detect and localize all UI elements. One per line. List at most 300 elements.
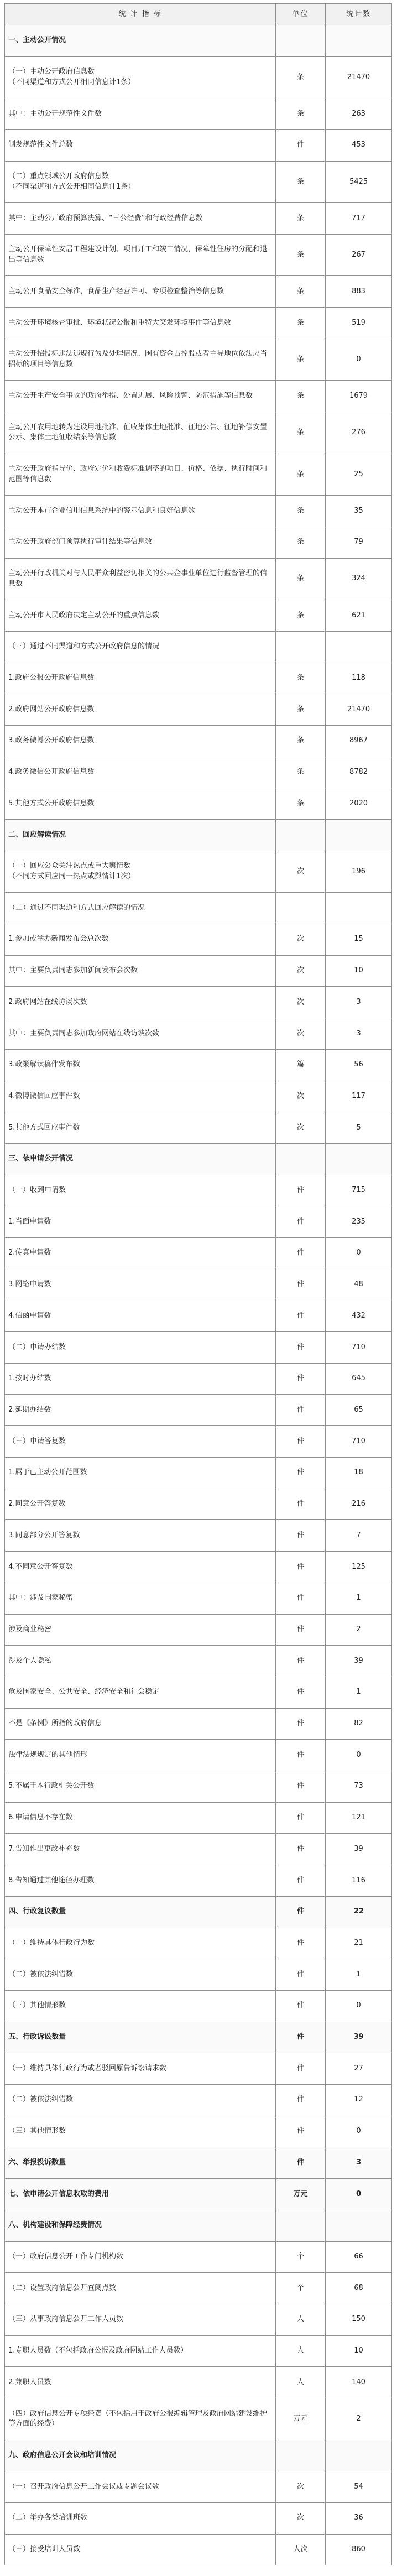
table-row bbox=[5, 1269, 392, 1300]
section-row bbox=[5, 820, 392, 851]
table-row bbox=[5, 1802, 392, 1834]
unit-cell: 篇 bbox=[276, 1049, 326, 1081]
value-cell: 39 bbox=[326, 1834, 392, 1865]
table-row bbox=[5, 2273, 392, 2304]
unit-cell: 人次 bbox=[276, 2534, 326, 2565]
unit-cell: 次 bbox=[276, 924, 326, 956]
indicator-cell: 九、政府信息公开会议和培训情况 bbox=[5, 2440, 276, 2471]
value-cell: 21 bbox=[326, 1928, 392, 1959]
indicator-cell: 3.政策解读稿件发布数 bbox=[5, 1049, 276, 1081]
unit-cell: 件 bbox=[276, 1206, 326, 1238]
value-cell: 22 bbox=[326, 1896, 392, 1928]
indicator-cell: （三）从事政府信息公开工作人员数 bbox=[5, 2304, 276, 2335]
unit-cell bbox=[276, 893, 326, 924]
indicator-cell: 二、回应解读情况 bbox=[5, 820, 276, 851]
value-cell: 12 bbox=[326, 2085, 392, 2116]
indicator-cell: 5.不属于本行政机关公开数 bbox=[5, 1771, 276, 1803]
indicator-cell: 四、行政复议数量 bbox=[5, 1896, 276, 1928]
section-row bbox=[5, 25, 392, 57]
unit-cell bbox=[276, 25, 326, 57]
indicator-cell: 主动公开保障性安居工程建设计划、项目开工和竣工情况，保障性住房的分配和退出等信息数 bbox=[5, 234, 276, 276]
table-row bbox=[5, 851, 392, 893]
value-cell: 10 bbox=[326, 2335, 392, 2367]
value-cell: 8967 bbox=[326, 725, 392, 757]
value-cell: 432 bbox=[326, 1300, 392, 1332]
value-cell: 7 bbox=[326, 1520, 392, 1552]
table-row bbox=[5, 1049, 392, 1081]
value-cell: 48 bbox=[326, 1269, 392, 1300]
unit-cell: 件 bbox=[276, 1614, 326, 1646]
indicator-cell: 六、举报投诉数量 bbox=[5, 2147, 276, 2179]
unit-cell: 件 bbox=[276, 1708, 326, 1740]
indicator-cell: 主动公开政府指导价、政府定价和收费标准调整的项目、价格、依据、执行时间和范围等信息数 bbox=[5, 454, 276, 496]
unit-cell: 件 bbox=[276, 1583, 326, 1614]
unit-cell: 件 bbox=[276, 1332, 326, 1364]
unit-cell bbox=[276, 631, 326, 663]
value-cell: 0 bbox=[326, 2116, 392, 2147]
unit-cell: 件 bbox=[276, 1834, 326, 1865]
table-row bbox=[5, 1740, 392, 1771]
table-row bbox=[5, 1990, 392, 2022]
indicator-cell: 主动公开政府部门预算执行审计结果等信息数 bbox=[5, 527, 276, 558]
indicator-cell: （三）其他情形数 bbox=[5, 1990, 276, 2022]
value-cell: 116 bbox=[326, 1865, 392, 1897]
indicator-cell: （四）政府信息公开专项经费（不包括用于政府公报编辑管理及政府网站建设维护等方面的经费） bbox=[5, 2398, 276, 2440]
unit-cell bbox=[276, 1143, 326, 1175]
value-cell: 3 bbox=[326, 987, 392, 1018]
unit-cell: 件 bbox=[276, 2022, 326, 2053]
table-row bbox=[5, 663, 392, 694]
unit-cell: 件 bbox=[276, 1394, 326, 1426]
unit-cell: 件 bbox=[276, 1928, 326, 1959]
header-unit: 单位 bbox=[276, 4, 326, 25]
value-cell: 54 bbox=[326, 2471, 392, 2503]
indicator-cell: 制发规范性文件总数 bbox=[5, 129, 276, 161]
unit-cell: 件 bbox=[276, 1363, 326, 1394]
value-cell: 8782 bbox=[326, 757, 392, 788]
value-cell: 21470 bbox=[326, 694, 392, 726]
table-row bbox=[5, 1018, 392, 1050]
indicator-cell: 三、依申请公开情况 bbox=[5, 1143, 276, 1175]
table-row bbox=[5, 1520, 392, 1552]
table-row bbox=[5, 412, 392, 454]
unit-cell: 条 bbox=[276, 276, 326, 308]
indicator-cell: 4.不同意公开答复数 bbox=[5, 1552, 276, 1583]
value-cell: 519 bbox=[326, 308, 392, 339]
header-value: 统计数 bbox=[326, 4, 392, 25]
indicator-cell: （一）政府信息公开工作专门机构数 bbox=[5, 2241, 276, 2273]
value-cell: 196 bbox=[326, 851, 392, 893]
table-row bbox=[5, 631, 392, 663]
table-row bbox=[5, 234, 392, 276]
table-row bbox=[5, 1081, 392, 1112]
unit-cell: 件 bbox=[276, 2085, 326, 2116]
value-cell: 1679 bbox=[326, 381, 392, 412]
table-row bbox=[5, 1771, 392, 1803]
table-row bbox=[5, 1175, 392, 1206]
indicator-cell: 2.传真申请数 bbox=[5, 1238, 276, 1269]
unit-cell: 次 bbox=[276, 1112, 326, 1144]
value-cell bbox=[326, 2210, 392, 2241]
table-row bbox=[5, 694, 392, 726]
unit-cell: 件 bbox=[276, 1300, 326, 1332]
section-row bbox=[5, 2440, 392, 2471]
section-row bbox=[5, 1896, 392, 1928]
table-row bbox=[5, 1646, 392, 1677]
value-cell bbox=[326, 2440, 392, 2471]
value-cell: 621 bbox=[326, 600, 392, 632]
unit-cell bbox=[276, 2210, 326, 2241]
unit-cell: 件 bbox=[276, 1677, 326, 1708]
indicator-cell: 1.参加或举办新闻发布会总次数 bbox=[5, 924, 276, 956]
indicator-cell: 1.属于已主动公开范围数 bbox=[5, 1457, 276, 1489]
value-cell: 82 bbox=[326, 1708, 392, 1740]
indicator-cell: 五、行政诉讼数量 bbox=[5, 2022, 276, 2053]
table-row bbox=[5, 600, 392, 632]
table-row bbox=[5, 725, 392, 757]
indicator-cell: 1.按时办结数 bbox=[5, 1363, 276, 1394]
table-row bbox=[5, 2503, 392, 2535]
indicator-cell: 3.政务微博公开政府信息数 bbox=[5, 725, 276, 757]
value-cell: 10 bbox=[326, 955, 392, 987]
header-indicator: 统 计 指 标 bbox=[5, 4, 276, 25]
value-cell: 36 bbox=[326, 2503, 392, 2535]
indicator-cell: 主动公开本市企业信用信息系统中的警示信息和良好信息数 bbox=[5, 496, 276, 527]
indicator-cell: （三）通过不同渠道和方式公开政府信息的情况 bbox=[5, 631, 276, 663]
table-row bbox=[5, 1332, 392, 1364]
value-cell: 18 bbox=[326, 1457, 392, 1489]
table-row bbox=[5, 1583, 392, 1614]
unit-cell: 件 bbox=[276, 1520, 326, 1552]
indicator-cell: 2.政府网站公开政府信息数 bbox=[5, 694, 276, 726]
unit-cell: 万元 bbox=[276, 2398, 326, 2440]
section-row bbox=[5, 2147, 392, 2179]
unit-cell: 条 bbox=[276, 788, 326, 820]
table-row bbox=[5, 1928, 392, 1959]
unit-cell: 条 bbox=[276, 308, 326, 339]
unit-cell: 条 bbox=[276, 663, 326, 694]
unit-cell: 件 bbox=[276, 1552, 326, 1583]
indicator-cell: 3.网络申请数 bbox=[5, 1269, 276, 1300]
table-row bbox=[5, 757, 392, 788]
unit-cell: 次 bbox=[276, 851, 326, 893]
value-cell: 25 bbox=[326, 454, 392, 496]
value-cell: 324 bbox=[326, 558, 392, 600]
unit-cell: 件 bbox=[276, 1896, 326, 1928]
unit-cell: 条 bbox=[276, 694, 326, 726]
unit-cell: 件 bbox=[276, 2147, 326, 2179]
indicator-cell: 1.政府公报公开政府信息数 bbox=[5, 663, 276, 694]
indicator-cell: 涉及个人隐私 bbox=[5, 1646, 276, 1677]
value-cell: 65 bbox=[326, 1394, 392, 1426]
indicator-cell: 主动公开食品安全标准，食品生产经营许可、专项检查整治等信息数 bbox=[5, 276, 276, 308]
indicator-cell: （三）申请答复数 bbox=[5, 1426, 276, 1458]
table-row bbox=[5, 2241, 392, 2273]
unit-cell: 人 bbox=[276, 2304, 326, 2335]
indicator-cell: 5.其他方式公开政府信息数 bbox=[5, 788, 276, 820]
unit-cell: 人 bbox=[276, 2367, 326, 2398]
indicator-cell: 4.微博微信回应事件数 bbox=[5, 1081, 276, 1112]
table-row bbox=[5, 1614, 392, 1646]
table-row bbox=[5, 56, 392, 98]
indicator-cell: 2.同意公开答复数 bbox=[5, 1489, 276, 1520]
value-cell: 39 bbox=[326, 2022, 392, 2053]
value-cell: 125 bbox=[326, 1552, 392, 1583]
value-cell: 68 bbox=[326, 2273, 392, 2304]
table-row bbox=[5, 129, 392, 161]
indicator-cell: 5.其他方式回应事件数 bbox=[5, 1112, 276, 1144]
unit-cell: 件 bbox=[276, 1865, 326, 1897]
value-cell: 0 bbox=[326, 1740, 392, 1771]
table-row bbox=[5, 161, 392, 203]
indicator-cell: （一）维持具体行政行为数 bbox=[5, 1928, 276, 1959]
indicator-cell: 6.申请信息不存在数 bbox=[5, 1802, 276, 1834]
indicator-cell: （二）通过不同渠道和方式回应解读的情况 bbox=[5, 893, 276, 924]
unit-cell: 件 bbox=[276, 1771, 326, 1803]
value-cell bbox=[326, 820, 392, 851]
unit-cell: 件 bbox=[276, 1990, 326, 2022]
unit-cell: 条 bbox=[276, 725, 326, 757]
unit-cell: 条 bbox=[276, 339, 326, 381]
indicator-cell: 主动公开市人民政府决定主动公开的重点信息数 bbox=[5, 600, 276, 632]
unit-cell: 次 bbox=[276, 1018, 326, 1050]
table-body bbox=[5, 25, 392, 2565]
value-cell: 710 bbox=[326, 1332, 392, 1364]
table-row bbox=[5, 2116, 392, 2147]
unit-cell: 件 bbox=[276, 129, 326, 161]
unit-cell: 件 bbox=[276, 1802, 326, 1834]
table-row bbox=[5, 1959, 392, 1991]
table-row bbox=[5, 1238, 392, 1269]
value-cell: 5 bbox=[326, 1112, 392, 1144]
table-row bbox=[5, 339, 392, 381]
indicator-cell: 3.同意部分公开答复数 bbox=[5, 1520, 276, 1552]
table-row bbox=[5, 1363, 392, 1394]
table-row bbox=[5, 788, 392, 820]
value-cell: 21470 bbox=[326, 56, 392, 98]
value-cell: 1 bbox=[326, 1583, 392, 1614]
unit-cell: 条 bbox=[276, 234, 326, 276]
value-cell: 2 bbox=[326, 2398, 392, 2440]
value-cell: 66 bbox=[326, 2241, 392, 2273]
indicator-cell: （二）申请办结数 bbox=[5, 1332, 276, 1364]
unit-cell: 万元 bbox=[276, 2179, 326, 2210]
statistics-table bbox=[4, 3, 392, 2565]
indicator-cell: 2.延期办结数 bbox=[5, 1394, 276, 1426]
indicator-cell: （一）维持具体行政行为或者驳回原告诉讼请求数 bbox=[5, 2053, 276, 2085]
unit-cell: 件 bbox=[276, 1175, 326, 1206]
table-row bbox=[5, 2367, 392, 2398]
unit-cell: 条 bbox=[276, 527, 326, 558]
indicator-cell: 主动公开行政机关对与人民群众利益密切相关的公共企事业单位进行监督管理的信息数 bbox=[5, 558, 276, 600]
unit-cell: 次 bbox=[276, 1081, 326, 1112]
unit-cell: 件 bbox=[276, 1646, 326, 1677]
value-cell: 715 bbox=[326, 1175, 392, 1206]
unit-cell: 条 bbox=[276, 412, 326, 454]
indicator-cell: 其中：主动公开政府预算决算、“三公经费”和行政经费信息数 bbox=[5, 203, 276, 235]
unit-cell: 条 bbox=[276, 161, 326, 203]
indicator-cell: 2.兼职人员数 bbox=[5, 2367, 276, 2398]
table-row bbox=[5, 1457, 392, 1489]
unit-cell: 件 bbox=[276, 1269, 326, 1300]
indicator-cell: 2.政府网站在线访谈次数 bbox=[5, 987, 276, 1018]
indicator-cell: 不是《条例》所指的政府信息 bbox=[5, 1708, 276, 1740]
indicator-cell: 7.告知作出更改补充数 bbox=[5, 1834, 276, 1865]
table-row bbox=[5, 1426, 392, 1458]
indicator-cell: 4.信函申请数 bbox=[5, 1300, 276, 1332]
table-row bbox=[5, 308, 392, 339]
value-cell bbox=[326, 1143, 392, 1175]
table-row bbox=[5, 1708, 392, 1740]
table-row bbox=[5, 454, 392, 496]
value-cell: 15 bbox=[326, 924, 392, 956]
value-cell: 0 bbox=[326, 1990, 392, 2022]
table-row bbox=[5, 1206, 392, 1238]
value-cell: 150 bbox=[326, 2304, 392, 2335]
table-row bbox=[5, 1677, 392, 1708]
indicator-cell: （一）主动公开政府信息数 （不同渠道和方式公开相同信息计1条） bbox=[5, 56, 276, 98]
table-row bbox=[5, 893, 392, 924]
table-row bbox=[5, 527, 392, 558]
value-cell: 883 bbox=[326, 276, 392, 308]
table-row bbox=[5, 1865, 392, 1897]
indicator-cell: 危及国家安全、公共安全、经济安全和社会稳定 bbox=[5, 1677, 276, 1708]
indicator-cell: （一）召开政府信息公开工作会议或专题会议数 bbox=[5, 2471, 276, 2503]
value-cell: 3 bbox=[326, 2147, 392, 2179]
value-cell: 235 bbox=[326, 1206, 392, 1238]
indicator-cell: 主动公开生产安全事故的政府举措、处置进展、风险预警、防范措施等信息数 bbox=[5, 381, 276, 412]
value-cell: 121 bbox=[326, 1802, 392, 1834]
indicator-cell: （三）其他情形数 bbox=[5, 2116, 276, 2147]
value-cell: 39 bbox=[326, 1646, 392, 1677]
indicator-cell: 其中：涉及国家秘密 bbox=[5, 1583, 276, 1614]
value-cell: 1 bbox=[326, 1677, 392, 1708]
unit-cell: 人 bbox=[276, 2335, 326, 2367]
section-row bbox=[5, 2179, 392, 2210]
unit-cell: 件 bbox=[276, 1426, 326, 1458]
value-cell: 117 bbox=[326, 1081, 392, 1112]
value-cell: 35 bbox=[326, 496, 392, 527]
unit-cell: 条 bbox=[276, 496, 326, 527]
table-row bbox=[5, 1300, 392, 1332]
unit-cell: 件 bbox=[276, 1457, 326, 1489]
table-row bbox=[5, 2534, 392, 2565]
table-row bbox=[5, 2304, 392, 2335]
value-cell: 56 bbox=[326, 1049, 392, 1081]
table-row bbox=[5, 924, 392, 956]
indicator-cell: （二）被依法纠错数 bbox=[5, 1959, 276, 1991]
value-cell: 0 bbox=[326, 339, 392, 381]
table-row bbox=[5, 1552, 392, 1583]
value-cell: 276 bbox=[326, 412, 392, 454]
unit-cell: 件 bbox=[276, 2053, 326, 2085]
table-row bbox=[5, 276, 392, 308]
indicator-cell: 主动公开环境核查审批、环境状况公报和重特大突发环境事件等信息数 bbox=[5, 308, 276, 339]
indicator-cell: 法律法规规定的其他情形 bbox=[5, 1740, 276, 1771]
table-row bbox=[5, 558, 392, 600]
table-row bbox=[5, 1489, 392, 1520]
table-row bbox=[5, 496, 392, 527]
unit-cell: 条 bbox=[276, 98, 326, 130]
unit-cell bbox=[276, 2440, 326, 2471]
table-row bbox=[5, 1394, 392, 1426]
indicator-cell: （二）重点领域公开政府信息数 （不同渠道和方式公开相同信息计1条） bbox=[5, 161, 276, 203]
unit-cell: 条 bbox=[276, 757, 326, 788]
indicator-cell: （一）收到申请数 bbox=[5, 1175, 276, 1206]
unit-cell: 条 bbox=[276, 600, 326, 632]
table-row bbox=[5, 2471, 392, 2503]
table-row bbox=[5, 203, 392, 235]
unit-cell: 件 bbox=[276, 1238, 326, 1269]
table-row bbox=[5, 987, 392, 1018]
indicator-cell: （二）设置政府信息公开查阅点数 bbox=[5, 2273, 276, 2304]
indicator-cell: 其中：主要负责同志参加新闻发布会次数 bbox=[5, 955, 276, 987]
indicator-cell: 主动公开农用地转为建设用地批准、征收集体土地批准、征地公告、征地补偿安置公示、集体土地征收结案等信息数 bbox=[5, 412, 276, 454]
unit-cell: 个 bbox=[276, 2273, 326, 2304]
value-cell: 0 bbox=[326, 1238, 392, 1269]
table-row bbox=[5, 955, 392, 987]
unit-cell: 次 bbox=[276, 2503, 326, 2535]
indicator-cell: 4.政务微信公开政府信息数 bbox=[5, 757, 276, 788]
table-header-row bbox=[5, 4, 392, 25]
value-cell: 3 bbox=[326, 1018, 392, 1050]
table-row bbox=[5, 2085, 392, 2116]
indicator-cell: 1.专职人员数（不包括政府公报及政府网站工作人员数） bbox=[5, 2335, 276, 2367]
value-cell: 0 bbox=[326, 2179, 392, 2210]
section-row bbox=[5, 1143, 392, 1175]
value-cell: 860 bbox=[326, 2534, 392, 2565]
indicator-cell: 涉及商业秘密 bbox=[5, 1614, 276, 1646]
value-cell: 140 bbox=[326, 2367, 392, 2398]
unit-cell: 条 bbox=[276, 56, 326, 98]
table-row bbox=[5, 2053, 392, 2085]
value-cell: 1 bbox=[326, 1959, 392, 1991]
value-cell: 27 bbox=[326, 2053, 392, 2085]
indicator-cell: 八、机构建设和保障经费情况 bbox=[5, 2210, 276, 2241]
value-cell: 73 bbox=[326, 1771, 392, 1803]
indicator-cell: （二）举办各类培训班数 bbox=[5, 2503, 276, 2535]
value-cell: 453 bbox=[326, 129, 392, 161]
table-row bbox=[5, 1834, 392, 1865]
unit-cell: 件 bbox=[276, 2116, 326, 2147]
table-row bbox=[5, 2398, 392, 2440]
unit-cell: 件 bbox=[276, 1740, 326, 1771]
section-row bbox=[5, 2210, 392, 2241]
indicator-cell: 8.告知通过其他途径办理数 bbox=[5, 1865, 276, 1897]
unit-cell bbox=[276, 820, 326, 851]
unit-cell: 个 bbox=[276, 2241, 326, 2273]
value-cell: 645 bbox=[326, 1363, 392, 1394]
value-cell: 710 bbox=[326, 1426, 392, 1458]
value-cell: 5425 bbox=[326, 161, 392, 203]
indicator-cell: 一、主动公开情况 bbox=[5, 25, 276, 57]
indicator-cell: 七、依申请公开信息收取的费用 bbox=[5, 2179, 276, 2210]
table-row bbox=[5, 2335, 392, 2367]
table-row bbox=[5, 381, 392, 412]
unit-cell: 次 bbox=[276, 2471, 326, 2503]
table-row bbox=[5, 98, 392, 130]
unit-cell: 次 bbox=[276, 987, 326, 1018]
indicator-cell: （一）回应公众关注热点或重大舆情数 （不同方式回应同一热点或舆情计1次） bbox=[5, 851, 276, 893]
value-cell: 79 bbox=[326, 527, 392, 558]
section-row bbox=[5, 2022, 392, 2053]
indicator-cell: 其中：主动公开规范性文件数 bbox=[5, 98, 276, 130]
unit-cell: 件 bbox=[276, 1959, 326, 1991]
value-cell: 216 bbox=[326, 1489, 392, 1520]
unit-cell: 条 bbox=[276, 454, 326, 496]
value-cell: 2 bbox=[326, 1614, 392, 1646]
indicator-cell: 主动公开招投标违法违规行为及处理情况、国有资金占控股或者主导地位依法应当招标的项目等信息数 bbox=[5, 339, 276, 381]
